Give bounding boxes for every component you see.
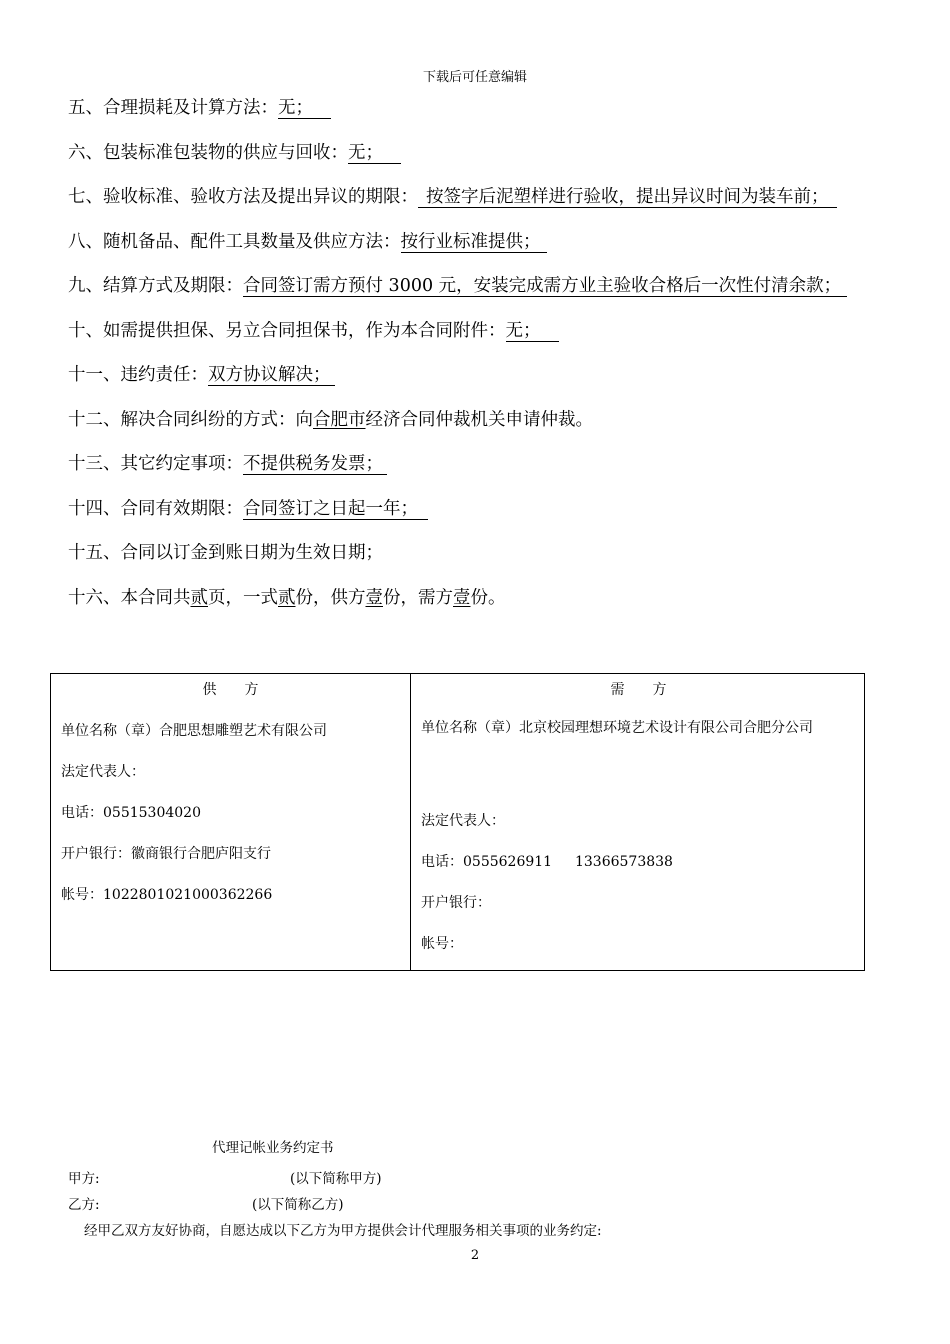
supplier-account: 帐号：1022801021000362266	[61, 887, 273, 903]
agreement-intro: 经甲乙双方友好协商，自愿达成以下乙方为甲方提供会计代理服务相关事项的业务约定:	[84, 1223, 602, 1239]
header-note: 下载后可任意编辑	[422, 70, 527, 85]
party-a-note: (以下简称甲方)	[290, 1171, 382, 1187]
party-b-note: (以下简称乙方)	[252, 1197, 344, 1213]
page-count: 贰	[190, 588, 208, 608]
buyer-column	[411, 674, 866, 970]
clause-label: 五、合理损耗及计算方法：	[68, 98, 278, 118]
buyer-phone: 电话：0555626911 13366573838	[421, 854, 673, 870]
clause-text: 份，供方	[295, 588, 366, 608]
party-b-label: 乙方:	[68, 1197, 100, 1213]
agreement-title: 代理记帐业务约定书	[212, 1140, 334, 1156]
clause-value: 无；	[506, 321, 559, 342]
clause-value: 双方协议解决；	[208, 365, 335, 386]
clause-14	[68, 497, 428, 521]
clause-value: 不提供税务发票；	[243, 454, 387, 475]
clause-9	[68, 274, 847, 298]
clause-text: 份。	[470, 588, 506, 608]
clause-text: 页，一式	[208, 588, 278, 608]
clause-text: 份，需方	[383, 588, 453, 608]
buyer-heading: 需 方	[610, 682, 667, 698]
clause-text: 经济合同仲裁机关申请仲裁。	[365, 410, 593, 430]
buyer-name: 单位名称（章）北京校园理想环境艺术设计有限公司合肥分公司	[421, 720, 813, 736]
supplier-bank: 开户银行：徽商银行合肥庐阳支行	[61, 846, 271, 862]
clause-11	[68, 363, 335, 387]
clause-value: 无；	[348, 143, 401, 164]
supplier-heading: 供 方	[202, 682, 259, 698]
supplier-name: 单位名称（章）合肥思想雕塑艺术有限公司	[61, 723, 327, 739]
clause-10	[68, 319, 559, 343]
clause-15	[68, 541, 383, 565]
buyer-bank: 开户银行：	[421, 895, 491, 911]
supplier-copy-count: 壹	[365, 588, 383, 608]
clause-value: 按签字后泥塑样进行验收，提出异议时间为装车前；	[418, 187, 837, 208]
clause-text: 十二、解决合同纠纷的方式：向	[68, 410, 313, 430]
page-number: 2	[470, 1248, 480, 1263]
clause-label: 九、结算方式及期限：	[68, 276, 243, 296]
supplier-phone: 电话：05515304020	[61, 805, 201, 821]
party-a-label: 甲方:	[68, 1171, 100, 1187]
copy-count: 贰	[278, 588, 296, 608]
clause-13	[68, 452, 387, 476]
clause-value: 按行业标准提供；	[401, 232, 547, 253]
clause-label: 十三、其它约定事项：	[68, 454, 243, 474]
supplier-column	[51, 674, 410, 970]
clause-value: 合同签订之日起一年；	[243, 499, 428, 520]
clause-value: 无；	[278, 98, 331, 119]
clause-label: 六、包装标准包装物的供应与回收：	[68, 143, 348, 163]
clause-7	[68, 185, 837, 209]
clause-text: 十五、合同以订金到账日期为生效日期；	[68, 543, 383, 563]
supplier-legal-rep: 法定代表人：	[61, 764, 145, 780]
buyer-account: 帐号：	[421, 936, 463, 952]
clause-label: 十一、违约责任：	[68, 365, 208, 385]
clause-value: 合同签订需方预付 3000 元，安装完成需方业主验收合格后一次性付清余款；	[243, 276, 847, 297]
clause-6	[68, 141, 401, 165]
clause-city: 合肥市	[313, 410, 366, 430]
clause-label: 十四、合同有效期限：	[68, 499, 243, 519]
clause-label: 十、如需提供担保、另立合同担保书，作为本合同附件：	[68, 321, 506, 341]
buyer-legal-rep: 法定代表人：	[421, 813, 505, 829]
clause-5	[68, 96, 331, 120]
clause-16	[68, 586, 506, 610]
buyer-copy-count: 壹	[453, 588, 471, 608]
clause-text: 十六、本合同共	[68, 588, 191, 608]
clause-8	[68, 230, 547, 254]
clause-12	[68, 408, 593, 432]
party-table	[50, 673, 865, 971]
clause-label: 七、验收标准、验收方法及提出异议的期限：	[68, 187, 418, 207]
clause-label: 八、随机备品、配件工具数量及供应方法：	[68, 232, 401, 252]
